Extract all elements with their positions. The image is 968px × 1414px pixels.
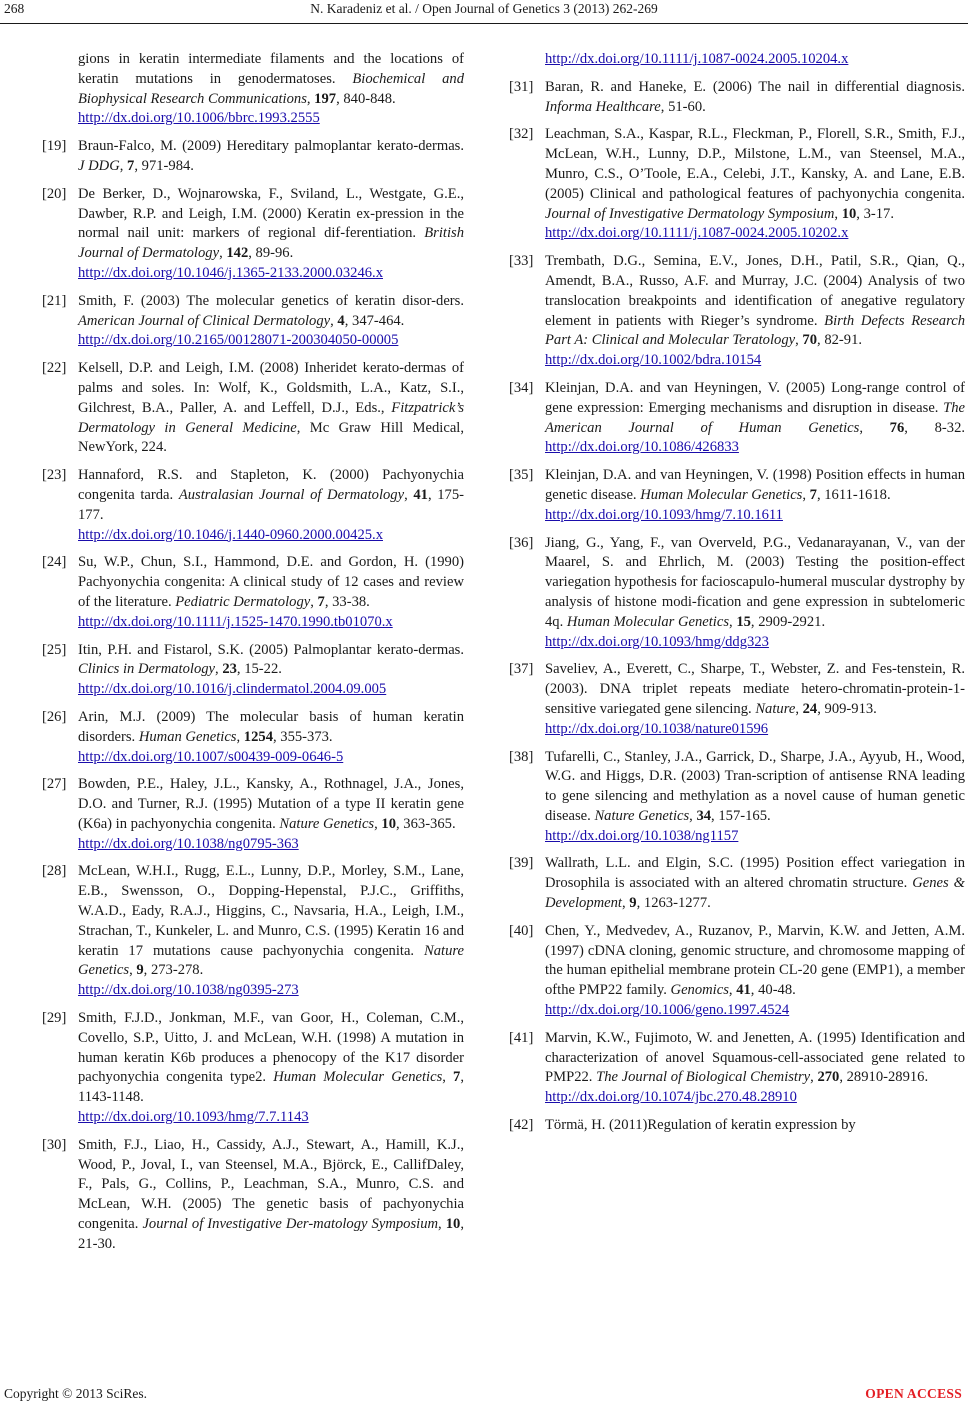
volume-number: 23 [222, 661, 237, 678]
doi-link[interactable]: http://dx.doi.org/10.1111/j.1525-1470.1990.tb01070.x [78, 613, 393, 630]
volume-number: 15 [736, 613, 751, 630]
volume-number: 24 [802, 700, 818, 717]
reference-separator: , [834, 205, 842, 222]
doi-link[interactable]: http://dx.doi.org/10.1086/426833 [545, 439, 739, 456]
reference-number: [25] [42, 641, 67, 658]
reference-separator: , [330, 312, 338, 329]
reference-number: [21] [42, 292, 67, 309]
reference-entry [42, 708, 464, 767]
reference-separator: , [729, 613, 737, 630]
reference-separator: , [810, 1069, 818, 1086]
journal-name: Australasian Journal of Dermatology [178, 486, 405, 503]
volume-number: 7 [317, 593, 325, 610]
volume-number: 41 [736, 982, 751, 999]
journal-name: Biochemical and Biophysical Research Communications [78, 70, 464, 107]
journal-name: American Journal of Clinical Dermatology [78, 312, 331, 329]
reference-number: [23] [42, 467, 67, 484]
reference-body [78, 1136, 464, 1255]
reference-body [78, 553, 464, 632]
reference-separator: , [689, 807, 697, 824]
page-range: , 15-22. [236, 661, 282, 678]
reference-number: [19] [42, 138, 67, 155]
page-range: , 971-984. [134, 157, 194, 174]
header-rule [0, 23, 968, 24]
reference-text: Itin, P.H. and Fistarol, S.K. (2005) Palmoplantar kerato-dermas. [78, 641, 464, 658]
reference-text: Trembath, D.G., Semina, E.V., Jones, D.H., Patil, S.R., Qian, Q., Amendt, B.A., Russo, A.F. and Murray, J.C. (2004) Analysis of two translocation breakpoints and identification of anegative regulatory element in patients with Rieger’s syndrome. [545, 253, 965, 329]
volume-number: 7 [453, 1069, 461, 1086]
page-range: , 175-177. [78, 486, 464, 523]
reference-separator: , [219, 245, 227, 262]
doi-link[interactable]: http://dx.doi.org/10.1046/j.1365-2133.2000.03246.x [78, 264, 383, 281]
page-range: , 2909-2921. [750, 613, 826, 630]
reference-body [78, 1009, 464, 1128]
reference-entry [78, 50, 464, 129]
journal-name: The Journal of Biological Chemistry [596, 1069, 811, 1086]
reference-separator: , [622, 895, 630, 912]
reference-text: Smith, F.J.D., Jonkman, M.F., van Goor, H., Coleman, C.M., Covello, S.P., Uitto, J. and McLean, W.H. (1998) A mutation in human keratin K6b produces a phenocopy of the K17 disorder pachyonychia congenita type2. [78, 1010, 464, 1086]
copyright-notice: Copyright © 2013 SciRes. [4, 1386, 148, 1401]
reference-text: McLean, W.H.I., Rugg, E.L., Lunny, D.P., Morley, S.M., Lane, E.B., Swensson, O., Dopping-Hepenstal, P.J.C., Griffiths, W.A.D., Eady, R.A.J., Higgins, C., Navsaria, H.A., Leigh, I.M., Strachan, T., Kunkeler, L. and Munro, C.S. (1995) Keratin 16 and keratin 17 mutations cause pachyonychia congenita. [78, 863, 464, 959]
reference-entry [509, 125, 965, 244]
reference-separator: , [859, 419, 890, 436]
open-access-label: OPEN ACCESS [865, 1386, 962, 1401]
page-range: , 157-165. [711, 807, 771, 824]
page-number: 268 [4, 1, 25, 16]
volume-number: 34 [696, 807, 712, 824]
reference-separator: , [795, 332, 803, 349]
journal-name: Human Genetics [138, 728, 237, 745]
reference-number: [40] [509, 922, 534, 939]
volume-number: 76 [889, 419, 905, 436]
journal-name: Clinics in Dermatology [78, 661, 216, 678]
journal-name: Nature Genetics [279, 815, 375, 832]
page-range: , 363-365. [396, 815, 456, 832]
page-range: , 347-464. [344, 312, 405, 329]
page-range: , 28910-28916. [839, 1069, 929, 1086]
volume-number: 10 [841, 205, 857, 222]
journal-name: Journal of Investigative Der-matology Symposium [142, 1216, 439, 1233]
reference-number: [34] [509, 379, 534, 396]
reference-body [545, 50, 965, 70]
doi-link[interactable]: http://dx.doi.org/10.1016/j.clindermatol.2004.09.005 [78, 681, 387, 698]
doi-link[interactable]: http://dx.doi.org/10.1111/j.1087-0024.2005.10202.x [545, 225, 849, 242]
doi-link[interactable]: http://dx.doi.org/10.1093/hmg/7.7.1143 [78, 1109, 309, 1126]
reference-body [545, 78, 965, 118]
reference-separator: , [802, 486, 810, 503]
volume-number: 7 [809, 486, 817, 503]
reference-text: Smith, F. (2003) The molecular genetics of keratin disor-ders. [78, 292, 464, 309]
journal-name: Nature Genetics [78, 942, 464, 979]
doi-link[interactable]: http://dx.doi.org/10.1038/ng0395-273 [78, 982, 299, 999]
reference-separator: , Mc Graw Hill Medical, NewYork, 224. [78, 419, 465, 456]
reference-body [78, 708, 464, 767]
reference-separator: , [795, 700, 803, 717]
reference-number: [27] [42, 776, 67, 793]
journal-name: The American Journal of Human Genetics [545, 399, 965, 436]
reference-number: [32] [509, 126, 534, 143]
page-range: , 21-30. [78, 1216, 464, 1252]
reference-body [78, 137, 464, 177]
reference-text: Braun-Falco, M. (2009) Hereditary palmoplantar kerato-dermas. [78, 138, 464, 155]
reference-entry [42, 185, 464, 284]
doi-link[interactable]: http://dx.doi.org/10.1046/j.1440-0960.2000.00425.x [78, 526, 383, 543]
journal-name: Informa Healthcare [545, 98, 661, 115]
reference-entry [509, 466, 965, 525]
doi-link[interactable]: http://dx.doi.org/10.1007/s00439-009-0646-5 [78, 748, 344, 765]
page-range: , 8-32. [904, 419, 966, 436]
reference-entry [545, 50, 965, 70]
reference-body [545, 125, 965, 244]
reference-entry [42, 292, 464, 351]
journal-name: Journal of Investigative Dermatology Symposium [545, 205, 835, 222]
reference-body [78, 292, 464, 351]
reference-text: Leachman, S.A., Kaspar, R.L., Fleckman, P., Florell, S.R., Smith, F.J., McLean, W.H., Lunny, D.P., Milstone, L.M., van Steensel, M.A., Munro, C.S., O’Toole, E.A., Celebi, J.T., Kansky, A. and Lane, E.B. (2005) Clinical and pathological features of pachyonychia congenita. [545, 126, 965, 202]
reference-text: Tufarelli, C., Stanley, J.A., Garrick, D., Sharpe, J.A., Ayyub, H., Wood, W.G. and Higgs, D.R. (2003) Tran-scription of antisense RNA leading to gene silencing and methylation as a novel cause of human genetic disease. [545, 748, 965, 824]
doi-link[interactable]: http://dx.doi.org/10.1038/nature01596 [545, 720, 769, 737]
right-column [507, 50, 965, 1144]
doi-link[interactable]: http://dx.doi.org/10.1093/hmg/ddg323 [545, 633, 769, 650]
reference-body [545, 1116, 965, 1136]
journal-name: Genes & Development [545, 875, 965, 912]
reference-entry [509, 1029, 965, 1108]
reference-entry [42, 1009, 464, 1128]
doi-link[interactable]: http://dx.doi.org/10.1002/bdra.10154 [545, 352, 762, 369]
reference-separator: , [374, 815, 382, 832]
page-range: , 1263-1277. [636, 895, 711, 912]
page-range: , 1611-1618. [816, 486, 891, 503]
doi-link[interactable]: http://dx.doi.org/10.1038/ng0795-363 [78, 835, 299, 852]
reference-body [545, 660, 965, 739]
reference-separator: , [215, 661, 223, 678]
page-range: , 40-48. [750, 982, 796, 999]
reference-number: [35] [509, 467, 534, 484]
reference-text: Kleinjan, D.A. and van Heyningen, V. (2005) Long-range control of gene expression: Emerging mechanisms and disruption in disease. [545, 379, 965, 416]
page-range: , 355-373. [272, 728, 333, 745]
reference-body [78, 641, 464, 700]
journal-name: Genomics [670, 982, 729, 999]
reference-text: gions in keratin intermediate filaments and the locations of keratin mutations in genodermatoses. [78, 51, 464, 87]
page-range: , 89-96. [248, 245, 294, 262]
reference-text: Baran, R. and Haneke, E. (2006) The nail in differential diagnosis. [545, 78, 965, 95]
reference-entry [509, 1116, 965, 1136]
reference-separator: , [310, 593, 318, 610]
reference-body [545, 466, 965, 525]
volume-number: 4 [337, 312, 345, 329]
reference-body [78, 359, 464, 458]
reference-body [78, 775, 464, 854]
reference-number: [36] [509, 534, 534, 551]
volume-number: 197 [314, 90, 337, 107]
reference-number: [33] [509, 253, 534, 270]
volume-number: 1254 [243, 728, 273, 745]
journal-name: J DDG [78, 157, 120, 174]
reference-text: Smith, F.J., Liao, H., Cassidy, A.J., Stewart, A., Hamill, K.J., Wood, P., Joval, I., van Steensel, M.A., Björck, E., CallifDaley, F., Pals, G., Collins, P., Leachman, S.A., Munro, C.S. and McLean, W.H. (2005) The genetic basis of pachyonychia congenita. [78, 1136, 464, 1233]
reference-number: [28] [42, 863, 67, 880]
reference-text: Kelsell, D.P. and Leigh, I.M. (2008) Inheridet kerato-dermas of palms and soles. In: Wolf, K., Goldsmith, L.A., Katz, S.I., Gilchrest, B.A., Paller, A. and Leffell, D.J., Eds., [78, 360, 464, 416]
reference-separator: , [442, 1069, 454, 1086]
reference-body [545, 379, 965, 458]
reference-number: [38] [509, 748, 534, 765]
reference-text: De Berker, D., Wojnarowska, F., Sviland, L., Westgate, G.E., Dawber, R.P. and Leigh, I.M. (2000) Keratin ex-pression in the normal nail unit: markers of regional dif-ferentiation. [78, 185, 464, 242]
volume-number: 10 [381, 815, 396, 832]
page-range: , 33-38. [324, 593, 370, 610]
reference-entry [42, 775, 464, 854]
page-range: , 909-913. [817, 700, 877, 717]
doi-link[interactable]: http://dx.doi.org/10.1006/bbrc.1993.2555 [78, 110, 320, 127]
journal-name: Birth Defects Research Part A: Clinical and Molecular Teratology [545, 312, 965, 349]
reference-number: [24] [42, 554, 67, 571]
reference-separator: , [728, 982, 737, 999]
journal-name: Pediatric Dermatology [175, 593, 311, 610]
reference-separator: , [438, 1216, 446, 1233]
reference-number: [31] [509, 78, 534, 95]
left-column [40, 50, 464, 1263]
reference-entry [509, 534, 965, 653]
reference-entry [509, 252, 965, 371]
doi-link[interactable]: http://dx.doi.org/10.1074/jbc.270.48.28910 [545, 1089, 797, 1106]
reference-number: [29] [42, 1010, 67, 1027]
reference-number: [42] [509, 1117, 534, 1134]
doi-link[interactable]: http://dx.doi.org/10.1038/ng1157 [545, 827, 739, 844]
reference-text: Wallrath, L.L. and Elgin, S.C. (1995) Position effect variegation in Drosophila is associated with an altered chromatin structure. [545, 855, 965, 892]
reference-entry [42, 359, 465, 458]
reference-separator: , 51-60. [660, 98, 706, 115]
reference-entry [42, 862, 464, 1001]
reference-separator: , [129, 962, 137, 979]
reference-entry [42, 1136, 464, 1255]
journal-name: Nature Genetics [594, 807, 690, 824]
reference-text: Törmä, H. (2011)Regulation of keratin expression by [545, 1117, 856, 1134]
page-range: , 3-17. [856, 205, 894, 222]
reference-separator: , [404, 486, 414, 503]
reference-entry [509, 922, 965, 1021]
reference-text: Bowden, P.E., Haley, J.L., Kansky, A., Rothnagel, J.A., Jones, D.O. and Turner, R.J. (1995) Mutation of a type II keratin gene (K6a) in pachyonychia congenita. [78, 776, 464, 832]
reference-body [78, 466, 464, 545]
reference-text: Arin, M.J. (2009) The molecular basis of human keratin disorders. [78, 708, 464, 745]
page-range: , 1143-1148. [78, 1069, 464, 1106]
journal-name: Human Molecular Genetics [566, 613, 730, 630]
reference-separator: , [236, 728, 244, 745]
reference-separator: , [119, 157, 128, 174]
reference-body [545, 534, 965, 653]
reference-text: Marvin, K.W., Fujimoto, W. and Jenetten, A. (1995) Identification and characterization of anovel Squamous-cell-associated gene related to PMP22. [545, 1029, 965, 1086]
reference-body [78, 185, 464, 284]
volume-number: 10 [445, 1216, 461, 1233]
reference-body [545, 748, 965, 847]
doi-link[interactable]: http://dx.doi.org/10.2165/00128071-200304050-00005 [78, 332, 399, 349]
reference-entry [42, 137, 464, 177]
page-footer [0, 1386, 968, 1410]
reference-text: Jiang, G., Yang, F., van Overveld, P.G., Vedanarayanan, V., van der Maarel, S. and Ehrlich, M. (2003) Testing the position-effect variegation hypothesis for facioscapulo-humeral muscular dystrophy by analysis of histone modi-fication and gene expression in subtelomeric 4q. [545, 534, 965, 630]
reference-text: Chen, Y., Medvedev, A., Ruzanov, P., Marvin, K.W. and Jetten, A.M. (1997) cDNA cloning, genomic structure, and chromosome mapping of the human epithelial membrane protein CL-20 gene (EMP1), a member ofthe PMP22 family. [545, 922, 965, 999]
reference-entry [509, 78, 965, 118]
reference-number: [37] [509, 661, 534, 678]
page-range: , 82-91. [817, 332, 863, 349]
reference-body [545, 922, 965, 1021]
doi-link[interactable]: http://dx.doi.org/10.1111/j.1087-0024.2005.10204.x [545, 51, 849, 67]
journal-name: Nature [755, 700, 796, 717]
volume-number: 70 [802, 332, 818, 349]
volume-number: 9 [629, 895, 637, 912]
reference-entry [509, 379, 966, 458]
reference-body [545, 854, 965, 913]
reference-body [78, 50, 464, 129]
reference-number: [26] [42, 708, 67, 725]
journal-name: British Journal of Dermatology [78, 225, 464, 262]
reference-body [545, 252, 965, 371]
doi-link[interactable]: http://dx.doi.org/10.1006/geno.1997.4524 [545, 1002, 790, 1019]
reference-number: [30] [42, 1136, 67, 1153]
reference-entry [42, 553, 464, 632]
reference-number: [41] [509, 1029, 534, 1046]
volume-number: 9 [136, 962, 144, 979]
reference-body [78, 862, 464, 1001]
reference-entry [42, 641, 464, 700]
volume-number: 270 [817, 1069, 840, 1086]
reference-text: Hannaford, R.S. and Stapleton, K. (2000) Pachyonychia congenita tarda. [78, 467, 464, 503]
volume-number: 41 [413, 486, 428, 503]
reference-number: [20] [42, 185, 67, 202]
page-range: , 273-278. [143, 962, 204, 979]
volume-number: 7 [127, 157, 135, 174]
reference-entry [509, 660, 965, 739]
reference-entry [509, 748, 965, 847]
reference-entry [509, 854, 965, 913]
page-header [0, 0, 968, 30]
journal-name: Fitzpatrick’s Dermatology in General Medicine [78, 399, 464, 436]
reference-text: Saveliev, A., Everett, C., Sharpe, T., Webster, Z. and Fes-tenstein, R. (2003). DNA triplet repeats mediate hetero-chromatin-protein-1-sensitive variegated gene silencing. [545, 661, 965, 717]
reference-body [545, 1029, 965, 1108]
page-range: , 840-848. [336, 90, 396, 107]
reference-number: [39] [509, 855, 534, 872]
volume-number: 142 [226, 245, 249, 262]
reference-number: [22] [42, 360, 67, 377]
journal-name: Human Molecular Genetics [273, 1069, 443, 1086]
doi-link[interactable]: http://dx.doi.org/10.1093/hmg/7.10.1611 [545, 506, 783, 523]
journal-name: Human Molecular Genetics [640, 486, 803, 503]
running-head: N. Karadeniz et al. / Open Journal of Genetics 3 (2013) 262-269 [310, 1, 658, 16]
reference-text: Su, W.P., Chun, S.I., Hammond, D.E. and Gordon, H. (1990) Pachyonychia congenita: A clinical study of 12 cases and review of the literature. [78, 554, 464, 610]
reference-entry [42, 466, 464, 545]
reference-text: Kleinjan, D.A. and van Heyningen, V. (1998) Position effects in human genetic disease. [545, 467, 965, 503]
reference-separator: , [306, 90, 315, 107]
